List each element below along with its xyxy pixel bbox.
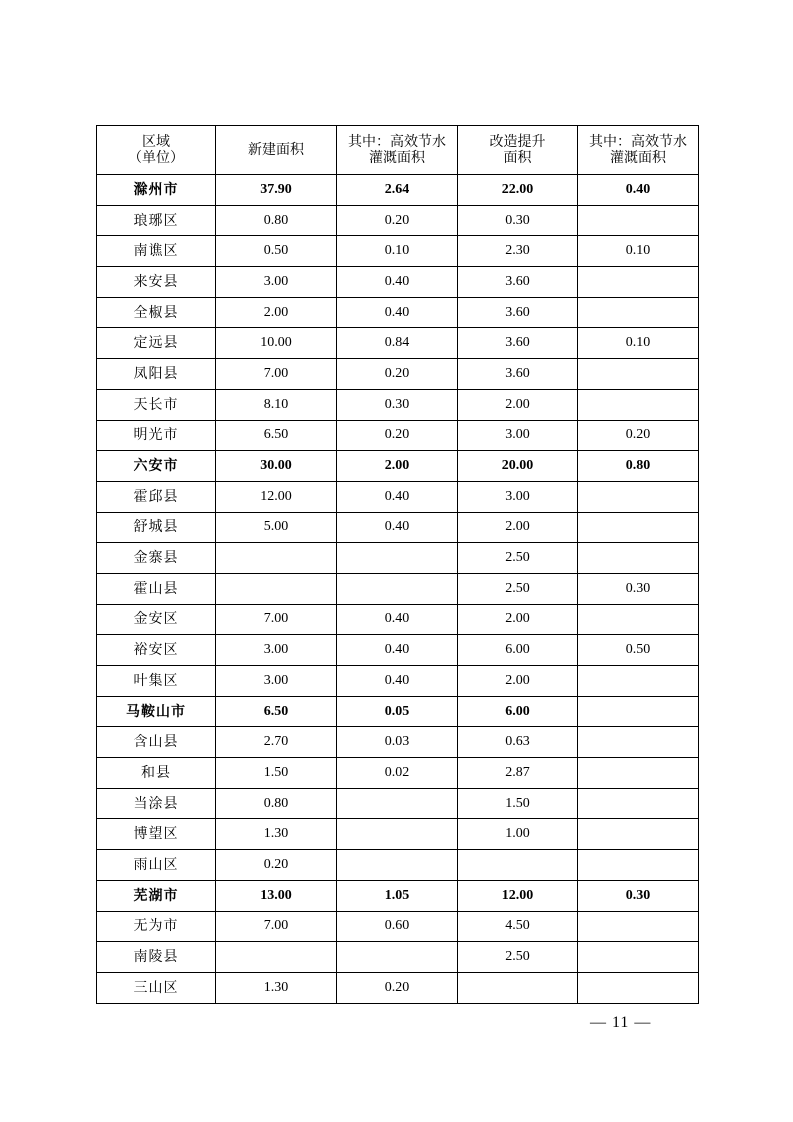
value-cell xyxy=(337,819,458,850)
value-cell: 12.00 xyxy=(216,481,337,512)
table-row xyxy=(97,972,699,1003)
header-upgrade-efficient-irrigation: 其中：高效节水 灌溉面积 xyxy=(578,126,699,175)
value-cell: 30.00 xyxy=(216,451,337,482)
value-cell: 0.30 xyxy=(337,389,458,420)
value-cell: 0.40 xyxy=(337,512,458,543)
table-row-city xyxy=(97,451,699,482)
region-name-cell: 六安市 xyxy=(97,451,216,482)
region-name-cell: 来安县 xyxy=(97,267,216,298)
value-cell xyxy=(578,481,699,512)
table-row-city xyxy=(97,175,699,206)
value-cell: 2.50 xyxy=(458,543,578,574)
value-cell: 7.00 xyxy=(216,911,337,942)
value-cell: 3.00 xyxy=(216,635,337,666)
value-cell xyxy=(578,543,699,574)
region-name-cell: 雨山区 xyxy=(97,850,216,881)
value-cell: 0.40 xyxy=(337,604,458,635)
table-row xyxy=(97,236,699,267)
value-cell: 0.20 xyxy=(337,359,458,390)
value-cell: 2.00 xyxy=(458,512,578,543)
value-cell xyxy=(578,696,699,727)
value-cell: 6.50 xyxy=(216,420,337,451)
value-cell: 0.80 xyxy=(216,788,337,819)
region-name-cell: 霍邱县 xyxy=(97,481,216,512)
value-cell xyxy=(578,389,699,420)
value-cell: 6.00 xyxy=(458,696,578,727)
header-new-efficient-irrigation: 其中：高效节水 灌溉面积 xyxy=(337,126,458,175)
value-cell xyxy=(337,543,458,574)
value-cell: 0.80 xyxy=(578,451,699,482)
value-cell: 37.90 xyxy=(216,175,337,206)
value-cell: 6.00 xyxy=(458,635,578,666)
table-row xyxy=(97,297,699,328)
table-row xyxy=(97,328,699,359)
value-cell xyxy=(578,850,699,881)
region-name-cell: 裕安区 xyxy=(97,635,216,666)
region-name-cell: 霍山县 xyxy=(97,573,216,604)
value-cell: 0.40 xyxy=(578,175,699,206)
value-cell: 0.60 xyxy=(337,911,458,942)
value-cell xyxy=(578,942,699,973)
value-cell: 7.00 xyxy=(216,604,337,635)
value-cell xyxy=(337,788,458,819)
value-cell: 0.40 xyxy=(337,635,458,666)
header-region: 区域 （单位） xyxy=(97,126,216,175)
table-row xyxy=(97,420,699,451)
table-row xyxy=(97,543,699,574)
value-cell: 8.10 xyxy=(216,389,337,420)
header-upgrade-area: 改造提升 面积 xyxy=(458,126,578,175)
value-cell: 0.20 xyxy=(337,420,458,451)
region-name-cell: 芜湖市 xyxy=(97,880,216,911)
value-cell: 2.50 xyxy=(458,942,578,973)
value-cell: 0.30 xyxy=(458,205,578,236)
value-cell: 7.00 xyxy=(216,359,337,390)
value-cell: 3.60 xyxy=(458,267,578,298)
value-cell: 0.50 xyxy=(216,236,337,267)
value-cell: 3.00 xyxy=(216,267,337,298)
value-cell: 12.00 xyxy=(458,880,578,911)
value-cell xyxy=(216,543,337,574)
value-cell xyxy=(216,573,337,604)
table-row xyxy=(97,267,699,298)
region-name-cell: 无为市 xyxy=(97,911,216,942)
region-name-cell: 滁州市 xyxy=(97,175,216,206)
region-name-cell: 舒城县 xyxy=(97,512,216,543)
table-row xyxy=(97,911,699,942)
table-row xyxy=(97,850,699,881)
table-row xyxy=(97,758,699,789)
value-cell: 20.00 xyxy=(458,451,578,482)
table-row-city xyxy=(97,696,699,727)
value-cell: 3.00 xyxy=(458,420,578,451)
value-cell xyxy=(578,267,699,298)
value-cell: 3.00 xyxy=(458,481,578,512)
table-row xyxy=(97,512,699,543)
region-name-cell: 金安区 xyxy=(97,604,216,635)
value-cell: 0.40 xyxy=(337,666,458,697)
region-name-cell: 全椒县 xyxy=(97,297,216,328)
region-name-cell: 定远县 xyxy=(97,328,216,359)
value-cell: 2.00 xyxy=(458,666,578,697)
value-cell xyxy=(578,758,699,789)
table-row xyxy=(97,481,699,512)
region-name-cell: 天长市 xyxy=(97,389,216,420)
value-cell: 0.40 xyxy=(337,481,458,512)
value-cell: 2.87 xyxy=(458,758,578,789)
table-row xyxy=(97,604,699,635)
value-cell: 1.00 xyxy=(458,819,578,850)
value-cell xyxy=(578,604,699,635)
value-cell: 1.50 xyxy=(216,758,337,789)
region-name-cell: 含山县 xyxy=(97,727,216,758)
page-number: — 11 — xyxy=(590,1014,652,1031)
value-cell: 2.64 xyxy=(337,175,458,206)
table-row xyxy=(97,205,699,236)
value-cell: 2.70 xyxy=(216,727,337,758)
value-cell xyxy=(578,297,699,328)
value-cell: 1.05 xyxy=(337,880,458,911)
value-cell: 0.20 xyxy=(337,972,458,1003)
table-row xyxy=(97,819,699,850)
table-row xyxy=(97,788,699,819)
value-cell xyxy=(578,819,699,850)
value-cell: 2.50 xyxy=(458,573,578,604)
value-cell xyxy=(578,205,699,236)
value-cell: 0.02 xyxy=(337,758,458,789)
value-cell: 0.10 xyxy=(578,328,699,359)
value-cell: 0.20 xyxy=(578,420,699,451)
value-cell: 1.30 xyxy=(216,972,337,1003)
value-cell: 3.00 xyxy=(216,666,337,697)
table-row xyxy=(97,389,699,420)
region-name-cell: 南谯区 xyxy=(97,236,216,267)
value-cell xyxy=(337,850,458,881)
value-cell xyxy=(578,359,699,390)
value-cell: 2.00 xyxy=(458,604,578,635)
value-cell: 0.40 xyxy=(337,267,458,298)
value-cell xyxy=(578,727,699,758)
value-cell: 22.00 xyxy=(458,175,578,206)
value-cell: 0.20 xyxy=(216,850,337,881)
table-row xyxy=(97,727,699,758)
value-cell: 5.00 xyxy=(216,512,337,543)
value-cell: 0.50 xyxy=(578,635,699,666)
value-cell: 0.80 xyxy=(216,205,337,236)
region-name-cell: 南陵县 xyxy=(97,942,216,973)
table-row xyxy=(97,666,699,697)
value-cell: 0.84 xyxy=(337,328,458,359)
region-name-cell: 琅琊区 xyxy=(97,205,216,236)
value-cell: 0.03 xyxy=(337,727,458,758)
table-row xyxy=(97,359,699,390)
region-name-cell: 凤阳县 xyxy=(97,359,216,390)
value-cell: 0.63 xyxy=(458,727,578,758)
region-name-cell: 叶集区 xyxy=(97,666,216,697)
value-cell xyxy=(578,911,699,942)
table-header-row xyxy=(97,126,699,175)
value-cell: 4.50 xyxy=(458,911,578,942)
value-cell: 1.50 xyxy=(458,788,578,819)
value-cell: 2.00 xyxy=(216,297,337,328)
value-cell xyxy=(337,942,458,973)
value-cell: 0.20 xyxy=(337,205,458,236)
irrigation-area-table xyxy=(96,125,699,1004)
value-cell: 6.50 xyxy=(216,696,337,727)
value-cell: 2.00 xyxy=(458,389,578,420)
region-name-cell: 当涂县 xyxy=(97,788,216,819)
value-cell: 2.00 xyxy=(337,451,458,482)
value-cell: 0.10 xyxy=(337,236,458,267)
table-row xyxy=(97,942,699,973)
region-name-cell: 三山区 xyxy=(97,972,216,1003)
header-new-area: 新建面积 xyxy=(216,126,337,175)
value-cell: 1.30 xyxy=(216,819,337,850)
region-name-cell: 和县 xyxy=(97,758,216,789)
value-cell xyxy=(458,850,578,881)
value-cell: 0.10 xyxy=(578,236,699,267)
table-body xyxy=(97,175,699,1004)
region-name-cell: 博望区 xyxy=(97,819,216,850)
region-name-cell: 明光市 xyxy=(97,420,216,451)
value-cell: 0.30 xyxy=(578,880,699,911)
value-cell: 0.05 xyxy=(337,696,458,727)
table-row-city xyxy=(97,880,699,911)
table-row xyxy=(97,635,699,666)
value-cell: 13.00 xyxy=(216,880,337,911)
region-name-cell: 金寨县 xyxy=(97,543,216,574)
value-cell xyxy=(578,666,699,697)
value-cell: 3.60 xyxy=(458,297,578,328)
value-cell xyxy=(578,512,699,543)
value-cell: 10.00 xyxy=(216,328,337,359)
value-cell: 3.60 xyxy=(458,359,578,390)
value-cell xyxy=(337,573,458,604)
region-name-cell: 马鞍山市 xyxy=(97,696,216,727)
value-cell xyxy=(216,942,337,973)
value-cell: 0.40 xyxy=(337,297,458,328)
value-cell: 3.60 xyxy=(458,328,578,359)
value-cell: 0.30 xyxy=(578,573,699,604)
value-cell xyxy=(578,788,699,819)
value-cell xyxy=(458,972,578,1003)
table-row xyxy=(97,573,699,604)
value-cell xyxy=(578,972,699,1003)
value-cell: 2.30 xyxy=(458,236,578,267)
